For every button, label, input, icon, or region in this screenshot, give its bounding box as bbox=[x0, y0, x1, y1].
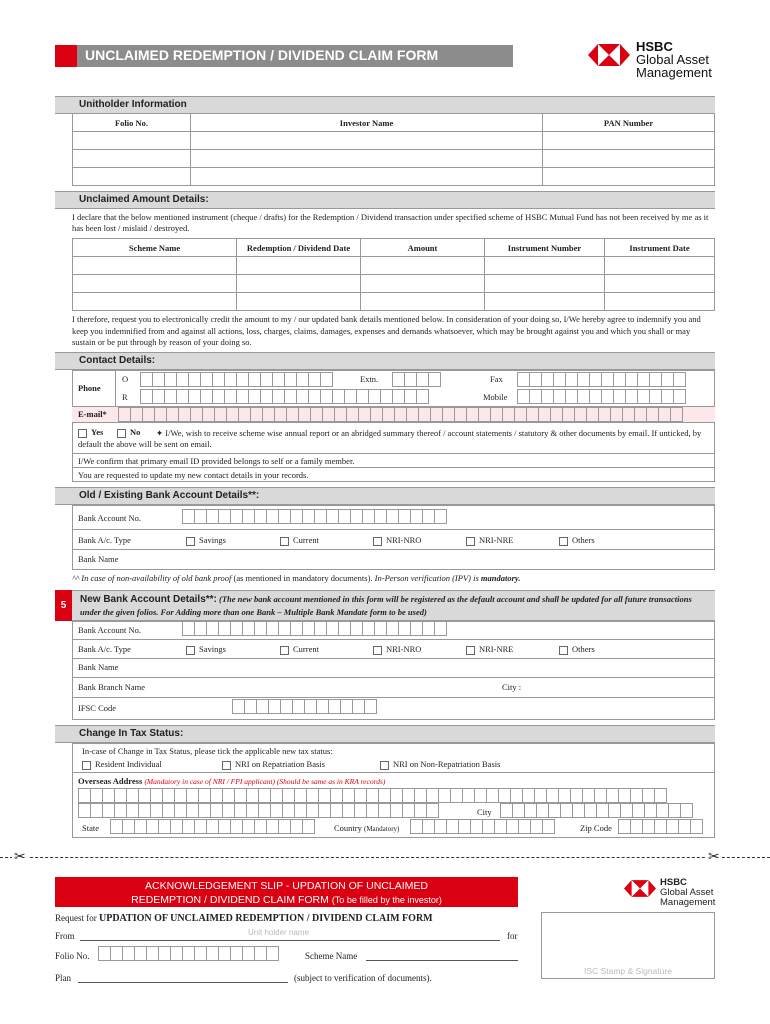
mobile-label: Mobile bbox=[483, 392, 508, 402]
section-5-header bbox=[72, 590, 715, 621]
char-cell[interactable] bbox=[670, 407, 683, 422]
new-actype-label: Bank A/c. Type bbox=[78, 644, 131, 654]
zip-cells[interactable] bbox=[618, 819, 702, 834]
mobile-cells[interactable] bbox=[517, 389, 685, 404]
unitholder-placeholder: Unit holder name bbox=[248, 928, 309, 937]
current-label: Current bbox=[293, 535, 319, 545]
divider bbox=[72, 639, 715, 640]
branch-label: Bank Branch Name bbox=[78, 682, 146, 692]
divider bbox=[72, 697, 715, 698]
scissors-icon: ✂ bbox=[708, 850, 720, 865]
ifsc-label: IFSC Code bbox=[78, 703, 117, 713]
ack-brand-line3: Management bbox=[660, 897, 716, 908]
col-amount: Amount bbox=[361, 239, 485, 257]
scheme-cell[interactable] bbox=[73, 275, 237, 293]
folio-cell[interactable] bbox=[73, 168, 191, 186]
section-6-header bbox=[55, 725, 715, 743]
fax-cells[interactable] bbox=[517, 372, 685, 387]
update-request: You are requested to update my new contact details in your records. bbox=[72, 467, 715, 482]
brand-line3: Management bbox=[636, 65, 712, 80]
section-1-header bbox=[55, 96, 715, 114]
investor-cell[interactable] bbox=[191, 168, 543, 186]
nre-checkbox[interactable] bbox=[466, 537, 475, 546]
section-1-title: Unitholder Information bbox=[79, 99, 187, 110]
ack-line1: ACKNOWLEDGEMENT SLIP - UPDATION OF UNCLAIMED bbox=[145, 880, 428, 892]
new-acno-label: Bank Account No. bbox=[78, 625, 142, 635]
new-type-savings[interactable] bbox=[186, 644, 226, 655]
ack-request bbox=[55, 913, 433, 924]
brand-name: HSBC bbox=[636, 39, 673, 54]
ack-folio-label: Folio No. bbox=[55, 951, 90, 961]
others-label: Others bbox=[572, 644, 595, 654]
savings-checkbox[interactable] bbox=[186, 537, 195, 546]
new-bankname-label: Bank Name bbox=[78, 662, 119, 672]
ack-line2b: (To be filled by the investor) bbox=[331, 895, 442, 905]
amount-table bbox=[72, 238, 715, 311]
section-4-header bbox=[55, 487, 715, 505]
email-cells[interactable] bbox=[118, 407, 682, 422]
section-3-header bbox=[55, 352, 715, 370]
nro-label: NRI-NRO bbox=[386, 535, 422, 545]
zip-label: Zip Code bbox=[580, 823, 612, 833]
old-acno-cells[interactable] bbox=[182, 509, 446, 524]
ack-brand bbox=[660, 878, 715, 908]
form-title: UNCLAIMED REDEMPTION / DIVIDEND CLAIM FORM bbox=[85, 47, 439, 63]
section-2-header bbox=[55, 191, 715, 209]
phone-o-label: O bbox=[122, 374, 129, 384]
overseas-label: Overseas Address bbox=[78, 776, 143, 786]
ack-line2: REDEMPTION / DIVIDEND CLAIM FORM bbox=[131, 894, 329, 906]
city-label: City : bbox=[502, 682, 522, 692]
new-type-others[interactable] bbox=[559, 644, 595, 655]
hsbc-hexagon-icon bbox=[624, 880, 656, 897]
resident-checkbox[interactable] bbox=[82, 761, 91, 770]
old-type-nro[interactable] bbox=[373, 535, 421, 546]
resident-label: Resident Individual bbox=[95, 759, 162, 769]
from-label: From bbox=[55, 931, 75, 941]
nro-label: NRI-NRO bbox=[386, 644, 422, 654]
char-cell[interactable] bbox=[654, 788, 667, 803]
nre-label: NRI-NRE bbox=[479, 535, 514, 545]
instno-cell[interactable] bbox=[485, 293, 605, 311]
new-type-current[interactable] bbox=[280, 644, 319, 655]
col-date: Redemption / Dividend Date bbox=[237, 239, 361, 257]
col-pan: PAN Number bbox=[543, 114, 715, 132]
for-label: for bbox=[507, 931, 518, 941]
ack-brand-line2: Global Asset bbox=[660, 887, 714, 898]
brand-text bbox=[636, 40, 712, 79]
phone-o-cells[interactable] bbox=[140, 372, 332, 387]
old-type-current[interactable] bbox=[280, 535, 319, 546]
old-bankname-label: Bank Name bbox=[78, 554, 119, 564]
others-checkbox[interactable] bbox=[559, 646, 568, 655]
amount-cell[interactable] bbox=[361, 257, 485, 275]
date-cell[interactable] bbox=[237, 293, 361, 311]
ipv-note-a: ^^ In case of non-availability of old bank proof bbox=[72, 573, 232, 583]
col-folio: Folio No. bbox=[73, 114, 191, 132]
state-label: State bbox=[82, 823, 99, 833]
scheme-cell[interactable] bbox=[73, 257, 237, 275]
nri-rep-checkbox[interactable] bbox=[222, 761, 231, 770]
country-cells[interactable] bbox=[410, 819, 554, 834]
folio-cell[interactable] bbox=[73, 150, 191, 168]
section-5-number: 5 bbox=[55, 590, 72, 621]
divider bbox=[72, 677, 715, 678]
tax-nri-nonrep[interactable] bbox=[380, 759, 500, 770]
ipv-note-d: mandatory. bbox=[480, 573, 521, 583]
request-text: I therefore, request you to electronically credit the amount to my / our updated bank details mentioned below. In consideration of your doing so, I/We hereby agree to indemnify you and keep you indemnified from and against all actions, loss, charges, claims, damages, expenses and demands whatsoever, which may be brought against you and which you shall or may sustain or be put through by reason of your doing so. bbox=[72, 314, 701, 347]
savings-label: Savings bbox=[199, 535, 226, 545]
pan-cell[interactable] bbox=[543, 168, 715, 186]
extn-cells[interactable] bbox=[392, 372, 440, 387]
ack-folio-cells[interactable] bbox=[98, 946, 278, 961]
investor-cell[interactable] bbox=[191, 150, 543, 168]
savings-label: Savings bbox=[199, 644, 226, 654]
char-cell[interactable] bbox=[364, 699, 377, 714]
scheme-line[interactable] bbox=[366, 960, 518, 961]
col-instrument-no: Instrument Number bbox=[485, 239, 605, 257]
ack-brand-name: HSBC bbox=[660, 877, 687, 888]
overseas-note: (Mandatory in case of NRI / FPI applicant) (Should be same as in KRA records) bbox=[144, 777, 386, 786]
char-cell[interactable] bbox=[542, 819, 555, 834]
char-cell[interactable] bbox=[426, 803, 439, 818]
section-3-title: Contact Details: bbox=[79, 355, 156, 366]
current-label: Current bbox=[293, 644, 319, 654]
country-label bbox=[334, 823, 399, 833]
scissors-icon: ✂ bbox=[14, 850, 26, 865]
country-text: Country bbox=[334, 823, 362, 833]
phone-r-label: R bbox=[122, 392, 128, 402]
country-note: (Mandatory) bbox=[364, 825, 400, 833]
old-type-nre[interactable] bbox=[466, 535, 513, 546]
ack-banner bbox=[55, 877, 518, 907]
phone-r-cells[interactable] bbox=[140, 389, 428, 404]
city-label-6: City bbox=[477, 807, 492, 817]
ipv-note bbox=[72, 573, 521, 583]
date-cell[interactable] bbox=[237, 257, 361, 275]
col-investor: Investor Name bbox=[191, 114, 543, 132]
nri-nonrep-label: NRI on Non-Repatriation Basis bbox=[393, 759, 501, 769]
instno-cell[interactable] bbox=[485, 275, 605, 293]
divider bbox=[72, 549, 715, 550]
ifsc-cells[interactable] bbox=[232, 699, 376, 714]
plan-line[interactable] bbox=[78, 982, 288, 983]
char-cell[interactable] bbox=[690, 819, 703, 834]
scheme-cell[interactable] bbox=[73, 293, 237, 311]
section-5-note: (The new bank account mentioned in this form will be registered as the default account and shall be updated for all future transactions under the given folios. For Adding more than one Bank – Multiple Bank Mandate form to be used) bbox=[80, 594, 692, 617]
yes-label: Yes bbox=[91, 427, 104, 437]
unitholder-table bbox=[72, 113, 715, 186]
char-cell[interactable] bbox=[434, 509, 447, 524]
email-label: E-mail* bbox=[78, 409, 107, 419]
state-cells[interactable] bbox=[110, 819, 314, 834]
char-cell[interactable] bbox=[266, 946, 279, 961]
overseas-row bbox=[72, 772, 715, 786]
request-title: UPDATION OF UNCLAIMED REDEMPTION / DIVIDEND CLAIM FORM bbox=[99, 913, 433, 924]
nro-checkbox[interactable] bbox=[373, 646, 382, 655]
email-confirm: I/We confirm that primary email ID provided belongs to self or a family member. bbox=[72, 453, 715, 467]
divider bbox=[72, 658, 715, 659]
ack-hsbc-logo bbox=[624, 880, 656, 897]
nre-label: NRI-NRE bbox=[479, 644, 514, 654]
title-accent bbox=[55, 45, 77, 67]
pan-cell[interactable] bbox=[543, 150, 715, 168]
old-acno-label: Bank Account No. bbox=[78, 513, 142, 523]
tax-intro: In-case of Change in Tax Status, please tick the applicable new tax status: bbox=[82, 746, 333, 756]
tax-resident[interactable] bbox=[82, 759, 162, 770]
instdate-cell[interactable] bbox=[605, 275, 715, 293]
others-checkbox[interactable] bbox=[559, 537, 568, 546]
nro-checkbox[interactable] bbox=[373, 537, 382, 546]
investor-cell[interactable] bbox=[191, 132, 543, 150]
section-4-title: Old / Existing Bank Account Details**: bbox=[79, 490, 260, 501]
brand-line2: Global Asset bbox=[636, 52, 709, 67]
new-type-nro[interactable] bbox=[373, 644, 421, 655]
col-scheme: Scheme Name bbox=[73, 239, 237, 257]
hsbc-hexagon-icon bbox=[588, 44, 630, 66]
stamp-label: ISC Stamp & Signature bbox=[584, 966, 672, 976]
nri-nonrep-checkbox[interactable] bbox=[380, 761, 389, 770]
instdate-cell[interactable] bbox=[605, 257, 715, 275]
char-cell[interactable] bbox=[416, 389, 429, 404]
char-cell[interactable] bbox=[673, 389, 686, 404]
address-cells-2[interactable] bbox=[78, 803, 438, 818]
char-cell[interactable] bbox=[428, 372, 441, 387]
char-cell[interactable] bbox=[673, 372, 686, 387]
others-label: Others bbox=[572, 535, 595, 545]
char-cell[interactable] bbox=[302, 819, 315, 834]
current-checkbox[interactable] bbox=[280, 646, 289, 655]
ipv-note-b: (as mentioned in mandatory documents). bbox=[233, 573, 373, 583]
char-cell[interactable] bbox=[680, 803, 693, 818]
section-5-title: New Bank Account Details**: bbox=[80, 594, 217, 605]
char-cell[interactable] bbox=[434, 621, 447, 636]
section-2-title: Unclaimed Amount Details: bbox=[79, 194, 209, 205]
fax-label: Fax bbox=[490, 374, 503, 384]
title-bar bbox=[77, 45, 513, 67]
cut-line bbox=[0, 857, 770, 858]
divider bbox=[72, 529, 715, 530]
address-cells-1[interactable] bbox=[78, 788, 666, 803]
email-consent-text: ✦ I/We, wish to receive scheme wise annual report or an abridged summary thereof / account statements / statutory & other documents by email. If unticked, by default the above will be sent on email. bbox=[78, 428, 702, 449]
ipv-note-c: In-Person verification (IPV) is bbox=[374, 573, 479, 583]
amount-cell[interactable] bbox=[361, 275, 485, 293]
folio-cell[interactable] bbox=[73, 132, 191, 150]
char-cell[interactable] bbox=[320, 372, 333, 387]
tax-nri-rep[interactable] bbox=[222, 759, 325, 770]
date-cell[interactable] bbox=[237, 275, 361, 293]
nre-checkbox[interactable] bbox=[466, 646, 475, 655]
savings-checkbox[interactable] bbox=[186, 646, 195, 655]
extn-label: Extn. bbox=[360, 374, 379, 384]
ack-plan-label: Plan bbox=[55, 973, 72, 983]
new-acno-cells[interactable] bbox=[182, 621, 446, 636]
current-checkbox[interactable] bbox=[280, 537, 289, 546]
no-label: No bbox=[130, 427, 141, 437]
instdate-cell[interactable] bbox=[605, 293, 715, 311]
col-instrument-date: Instrument Date bbox=[605, 239, 715, 257]
phone-label: Phone bbox=[72, 370, 116, 406]
section-6-title: Change In Tax Status: bbox=[79, 728, 184, 739]
nri-rep-label: NRI on Repatriation Basis bbox=[235, 759, 325, 769]
pan-cell[interactable] bbox=[543, 132, 715, 150]
city-cells[interactable] bbox=[500, 803, 692, 818]
new-type-nre[interactable] bbox=[466, 644, 513, 655]
ack-scheme-label: Scheme Name bbox=[305, 951, 358, 961]
from-line[interactable] bbox=[80, 940, 500, 941]
declaration-text: I declare that the below mentioned instrument (cheque / drafts) for the Redemption / Dividend transaction under specified scheme of HSBC Mutual Fund has not been received by me as it has been lost / mislaid / destroyed. bbox=[72, 212, 709, 233]
instno-cell[interactable] bbox=[485, 257, 605, 275]
hsbc-logo bbox=[588, 44, 630, 66]
old-type-others[interactable] bbox=[559, 535, 595, 546]
ack-subject: (subject to verification of documents). bbox=[294, 973, 432, 983]
request-prefix: Request for bbox=[55, 913, 97, 923]
amount-cell[interactable] bbox=[361, 293, 485, 311]
old-type-savings[interactable] bbox=[186, 535, 226, 546]
old-actype-label: Bank A/c. Type bbox=[78, 535, 131, 545]
